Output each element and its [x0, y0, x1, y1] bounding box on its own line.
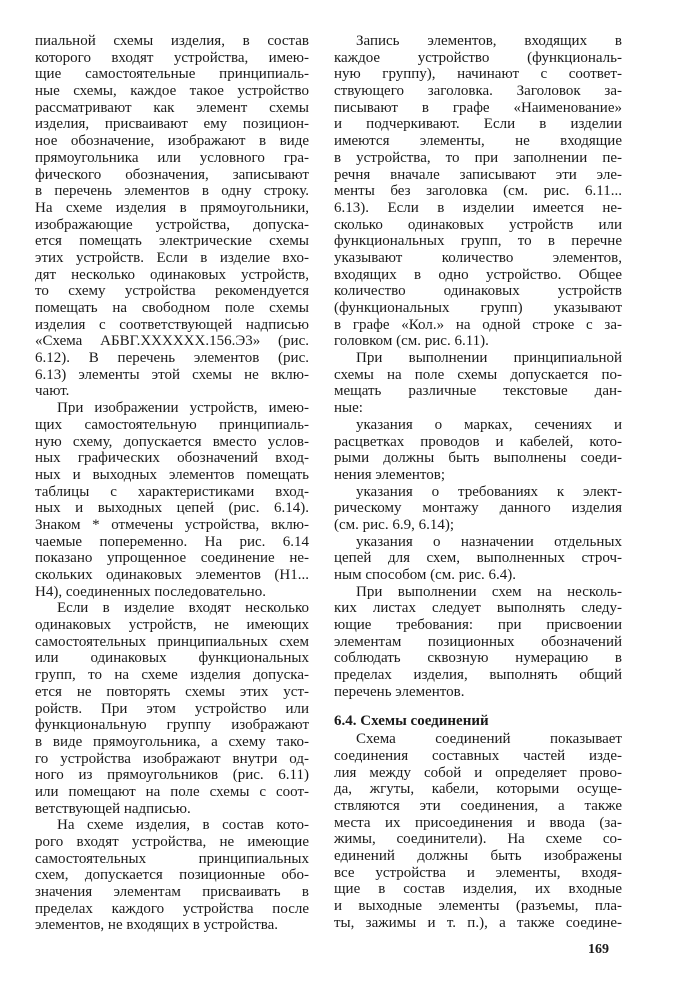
text-line: указания о назначении отдельных — [356, 533, 622, 550]
text-line: (функциональных групп) указывают — [334, 300, 622, 316]
text-line: При выполнении схем на несколь- — [356, 583, 622, 600]
text-line: пределах изделия, выполнять общий — [334, 667, 622, 684]
text-line: щие в состав изделия, их входные — [334, 881, 622, 898]
text-line: На схеме изделия, в состав кото- — [57, 817, 309, 834]
text-line: схемы на поле схемы допускается по- — [334, 366, 622, 383]
text-line: перечень элементов. — [334, 683, 465, 700]
text-line: ких листах следует выполнять следу- — [334, 600, 622, 617]
text-line: мещать различные текстовые дан- — [334, 383, 622, 400]
text-line: помещать на свободном поле схемы — [35, 300, 309, 316]
text-line: входящих в одно устройство. Общее — [334, 266, 622, 283]
text-line: этих устройств. Если в изделие вхо- — [35, 249, 309, 266]
text-line: чают. — [35, 383, 70, 400]
text-line: таблицы с характеристиками вход- — [35, 483, 309, 500]
text-line: количество одинаковых устройств — [334, 283, 622, 300]
text-line: соединения составных частей изде- — [334, 747, 622, 764]
text-line: элементам позиционных обозначений — [334, 633, 622, 650]
text-line: пределах каждого устройства после — [35, 900, 309, 917]
text-line: групп, то на схеме изделия допуска- — [35, 667, 309, 684]
text-line: 6.12). В перечень элементов (рис. — [35, 350, 309, 367]
text-line: ную схему, допускается вместо услов- — [35, 433, 309, 450]
text-line: скольких одинаковых элементов (H1... — [35, 567, 309, 583]
text-line: то схему устройства рекомендуется — [35, 283, 309, 300]
text-line: щих самостоятельную принципиаль- — [35, 416, 309, 433]
text-line: пиальной схемы изделия, в состав — [35, 33, 309, 49]
text-line: в виде прямоугольника, а схему тако- — [35, 733, 309, 750]
paragraph — [334, 417, 622, 484]
text-line: которого входят устройства, имею- — [35, 49, 309, 66]
text-line: ные: — [334, 400, 363, 417]
text-line: щие самостоятельные принципиаль- — [35, 66, 309, 83]
text-line: 6.13). Если в изделии имеется не- — [334, 199, 622, 216]
text-line: ных и выходных цепей (рис. 6.14). — [35, 500, 309, 517]
text-line: цепей для схем, выполненных строч- — [334, 550, 622, 567]
text-line: менты без заголовка (см. рис. 6.11... — [334, 183, 622, 200]
text-line: показано упрощенное соединение не- — [35, 550, 309, 567]
text-line: или одинаковых функциональных — [35, 650, 309, 667]
paragraph — [334, 731, 622, 931]
text-line: ное обозначение, изображают в виде — [35, 133, 309, 150]
text-line: ные схемы, каждое такое устройство — [35, 83, 309, 100]
text-line: лия между собой и определяет прово- — [334, 764, 622, 781]
text-line: нения элементов; — [334, 466, 445, 483]
paragraph — [334, 33, 622, 350]
text-line: Если в изделие входят несколько — [57, 600, 309, 617]
text-line: и выходные элементы (разъемы, пла- — [334, 898, 622, 915]
text-line: рассматривают как элемент схемы — [35, 99, 309, 116]
text-line: ветствующей надписью. — [35, 800, 191, 817]
right-text-column — [334, 33, 622, 931]
text-line: да, жгуты, кабели, которыми осуще- — [334, 781, 622, 798]
text-line: При изображении устройств, имею- — [57, 400, 309, 417]
text-line: ным способом (см. рис. 6.4). — [334, 567, 516, 583]
text-line: расцветках проводов и кабелей, кото- — [334, 433, 622, 450]
text-line: самостоятельных принципиальных — [35, 850, 309, 867]
text-line: Схема соединений показывает — [356, 731, 622, 748]
text-line: единений должны быть изображены — [334, 848, 622, 864]
text-line: места их присоединения и ввода (за- — [334, 814, 622, 831]
text-line: изображающие устройства, допуска- — [35, 216, 309, 233]
text-line: соблюдать сквозную нумерацию в — [334, 650, 622, 667]
text-line: ты, зажимы и т. п.), а также соедине- — [334, 914, 622, 931]
text-line: ющие требования: при присвоении — [334, 617, 622, 634]
section-heading: 6.4. Схемы соединений — [334, 712, 489, 729]
paragraph — [334, 350, 622, 417]
text-line: Знаком * отмечены устройства, вклю- — [35, 516, 309, 533]
text-line: ствующего заголовка. Заголовок за- — [334, 83, 622, 100]
text-line: Запись элементов, входящих в — [356, 33, 622, 49]
text-line: ствляются эти соединения, а также — [334, 797, 622, 814]
text-line: указывают количество элементов, — [334, 249, 622, 266]
text-line: го устройства изображают внутри од- — [35, 750, 309, 767]
paragraph — [35, 600, 309, 817]
paragraph — [334, 584, 622, 701]
paragraph — [35, 817, 309, 934]
text-line: дят несколько одинаковых устройств, — [35, 266, 309, 283]
paragraph — [35, 400, 309, 600]
left-text-column — [35, 33, 309, 934]
paragraph — [334, 484, 622, 534]
text-line: изделия, присваивают ему позицион- — [35, 116, 309, 133]
text-line: ных графических обозначений вход- — [35, 450, 309, 467]
text-line: «Схема АБВГ.XXXXXX.156.Э3» (рис. — [35, 333, 309, 350]
text-line: указания о требованиях к элект- — [356, 483, 622, 500]
text-line: в графе «Кол.» на одной строке с за- — [334, 316, 622, 333]
text-line: элементов, не входящих в устройства. — [35, 917, 279, 934]
paragraph — [334, 534, 622, 584]
text-line: ется помещать электрические схемы — [35, 233, 309, 250]
text-line: фического обозначения, записывают — [35, 166, 309, 183]
text-line: одинаковых устройств, не имеющих — [35, 617, 309, 634]
text-line: ройств. При этом устройство или — [35, 700, 309, 717]
page-number: 169 — [588, 942, 609, 957]
text-line: указания о марках, сечениях и — [356, 416, 622, 433]
text-line: На схеме изделия в прямоугольники, — [35, 199, 309, 216]
text-line: (см. рис. 6.9, 6.14); — [334, 516, 454, 533]
text-line: имеются элементы, не входящие — [334, 133, 622, 150]
text-line: функциональных групп, то в перечне — [334, 233, 622, 250]
text-line: головком (см. рис. 6.11). — [334, 333, 489, 350]
text-line: ную группу), начинают с соответ- — [334, 66, 622, 83]
text-line: или помещают на поле схемы с соот- — [35, 783, 309, 800]
text-line: значения элементам присваивать в — [35, 884, 309, 901]
text-line: рыми должны быть выполнены соеди- — [334, 450, 622, 467]
text-line: ного из прямоугольников (рис. 6.11) — [35, 767, 309, 784]
text-line: При выполнении принципиальной — [356, 350, 622, 367]
text-line: рого входят устройства, не имеющие — [35, 834, 309, 850]
text-line: сколько одинаковых устройств или — [334, 216, 622, 233]
text-line: самостоятельных принципиальных схем — [35, 633, 309, 650]
text-line: изделия с соответствующей надписью — [35, 316, 309, 333]
text-line: H4), соединенных последовательно. — [35, 583, 266, 600]
paragraph — [35, 33, 309, 400]
text-line: ных и выходных элементов помещать — [35, 466, 309, 483]
text-line: функциональную группу изображают — [35, 717, 309, 734]
text-line: рическому монтажу данного изделия — [334, 500, 622, 517]
text-line: прямоугольника или условного гра- — [35, 149, 309, 166]
text-line: и подчеркивают. Если в изделии — [334, 116, 622, 133]
text-line: чаемые попеременно. На рис. 6.14 — [35, 533, 309, 550]
text-line: в устройства, то при заполнении пе- — [334, 149, 622, 166]
text-line: 6.13) элементы этой схемы не вклю- — [35, 366, 309, 383]
text-line: жимы, соединители). На схеме со- — [334, 831, 622, 848]
text-line: схем, допускается позиционные обо- — [35, 867, 309, 884]
text-line: ется не повторять схемы этих уст- — [35, 683, 309, 700]
text-line: в перечень элементов в одну строку. — [35, 183, 309, 200]
text-line: все устройства и элементы, входя- — [334, 864, 622, 881]
text-line: речня вначале записывают эти эле- — [334, 166, 622, 183]
text-line: каждое устройство (функциональ- — [334, 49, 622, 66]
text-line: писывают в графе «Наименование» — [334, 99, 622, 116]
